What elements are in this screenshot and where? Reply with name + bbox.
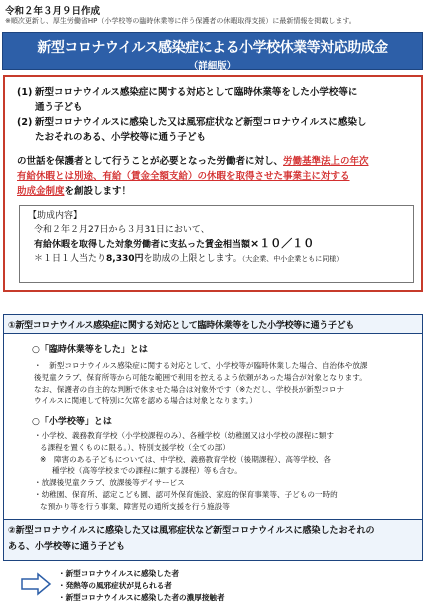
list-item: ・発熱等の風邪症状が見られる者	[58, 581, 172, 590]
arrow-right-icon	[20, 572, 52, 596]
section2-header: ②新型コロナウイルスに感染した又は風邪症状など新型コロナウイルスに感染したおそれの ある、小学校等に通う子ども	[3, 519, 423, 561]
document-date: 令和２年３月９日作成	[5, 6, 101, 17]
list-item: ・新型コロナウイルスに感染した者	[58, 569, 180, 578]
section1-header: ①新型コロナウイルス感染症に関する対応として臨時休業等をした小学校等に通う子ども	[3, 314, 423, 334]
elementary-schools-detail: ・小学校、義務教育学校（小学校課程のみ）、各種学校（幼稚園又は小学校の課程に類す る課程を置くものに限る。）、特別支援学校（全ての部） ※ 障害のある子どもについては、中学校、義務教育学校（後期課程）、高等学校、各 種学校（高等学校までの課程に類する課程）等も含む。 ・放課後児童クラブ、放課後等デイサービス ・幼稚園、保育所、認定こども園、認可外保育施設、家庭的保育事業等、子どもの一時的 な預かり等を行う事業、障害児の通所支援を行う施設等	[34, 431, 338, 511]
aid-title: 【助成内容】	[28, 211, 83, 221]
list-item: ・新型コロナウイルスに感染した者の濃厚接触者	[58, 593, 225, 602]
grant-description: の世話を保護者として行うことが必要となった労働者に対し、労働基準法上の年次 有給休暇とは別途、有給（賃金全額支給）の休暇を取得させた事業主に対する 助成金制度を創設します！	[17, 156, 369, 197]
title-banner	[2, 32, 423, 70]
target-item-2: (2) 新型コロナウイルスに感染した又は風邪症状など新型コロナウイルスに感染し	[17, 117, 367, 128]
temporary-closure-detail: ・ 新型コロナウイルス感染症に関する対応として、小学校等が臨時休業した場合、自治体や放課 後児童クラブ、保育所等から可能な範囲で利用を控えるよう依頼があった場合が対象となります。 なお、保護者の自主的な判断で休ませた場合は対象外です（※ただし、学校長が新型コロナ ウイルスに関連して特別に欠席を認める場合は対象となります。）	[34, 361, 368, 406]
update-note: ※順次更新し、厚生労働省HP（小学校等の臨時休業等に伴う保護者の休暇取得支援）に最新情報を掲載します。	[5, 17, 356, 25]
section2-list	[58, 568, 225, 604]
q-elementary-schools: ○「小学校等」とは	[32, 417, 112, 427]
aid-limit: ＊１日１人当たり8,330円を助成の上限とします。（大企業、中小企業ともに同様）	[34, 254, 344, 264]
aid-amount: 有給休暇を取得した対象労働者に支払った賃金相当額×１０／１０	[34, 237, 315, 250]
target-box	[3, 75, 423, 292]
aid-content-box: 【助成内容】 令和２年２月27日から３月31日において、 有給休暇を取得した対象労働者に支払った賃金相当額×１０／１０ ＊１日１人当たり8,330円を助成の上限とします。（大企業、中小企業ともに同様）	[19, 205, 414, 283]
document-title: 新型コロナウイルス感染症による小学校休業等対応助成金	[37, 40, 388, 56]
document-subtitle: （詳細版）	[188, 61, 237, 72]
section1-panel	[3, 334, 423, 519]
target-items: (1) 新型コロナウイルス感染症に関する対応として臨時休業等をした小学校等に 通う子ども (2) 新型コロナウイルスに感染した又は風邪症状など新型コロナウイルスに感染し たおそれのある、小学校等に通う子ども	[17, 85, 417, 145]
q-temporary-closure: ○「臨時休業等をした」とは	[32, 345, 148, 355]
target-item-1: (1) 新型コロナウイルス感染症に関する対応として臨時休業等をした小学校等に	[17, 87, 358, 98]
